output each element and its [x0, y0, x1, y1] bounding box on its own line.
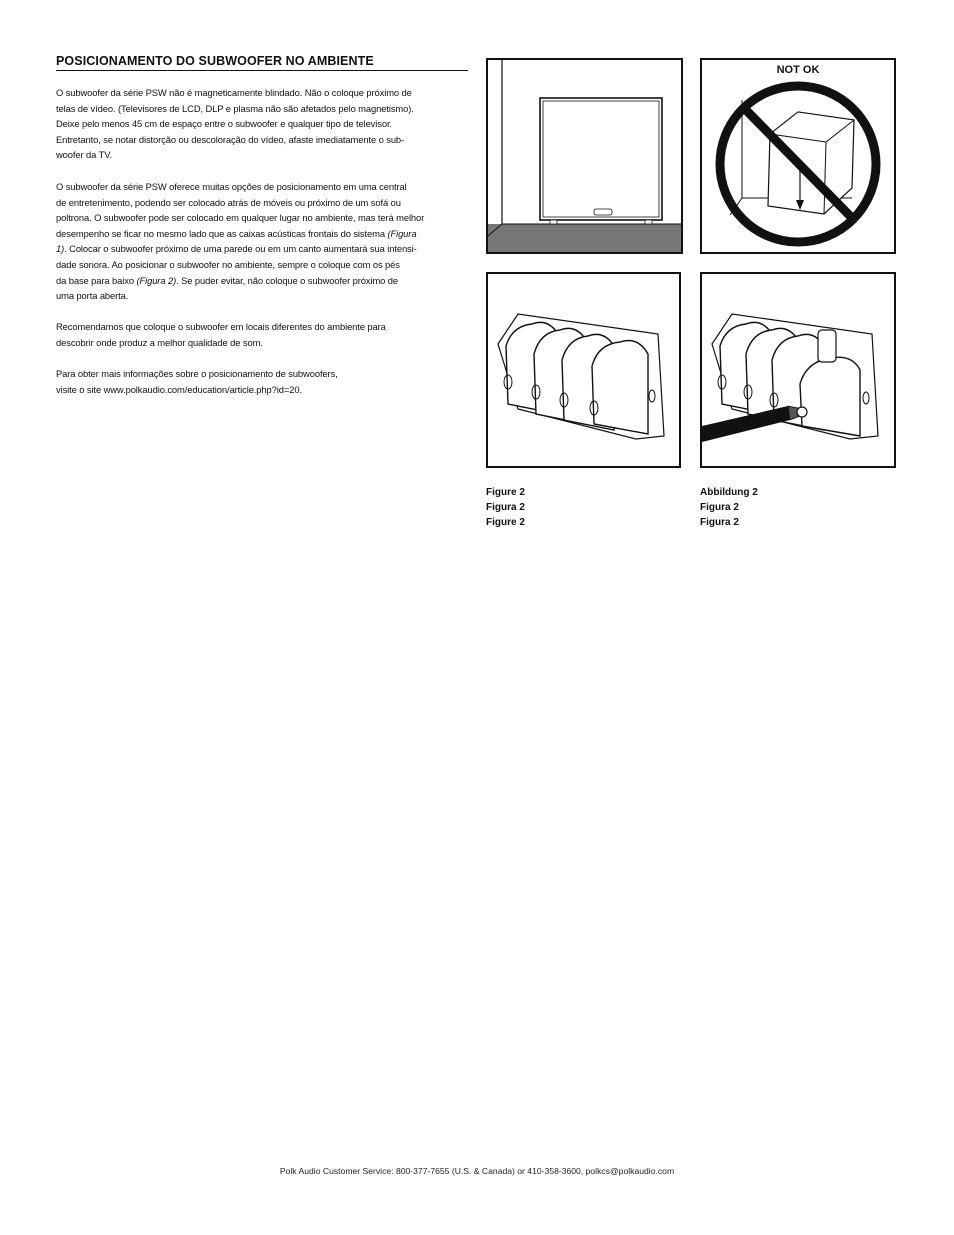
text-line: de entretenimento, podendo ser colocado atrás de móveis ou próximo de um sofá ou — [56, 196, 401, 208]
text-span: . Colocar o subwoofer próximo de uma parede ou em um canto aumentará sua intensi- — [64, 243, 417, 255]
caption-line: Abbildung 2 — [700, 487, 758, 498]
text-span: desempenho se ficar no mesmo lado que as caixas acústicas frontais do sistema — [56, 227, 388, 239]
text-line — [56, 241, 470, 257]
text-line — [56, 273, 470, 289]
paragraph-placement-options — [56, 179, 470, 304]
not-ok-illustration — [702, 60, 894, 252]
text-line: O subwoofer da série PSW não é magneticamente blindado. Não o coloque próximo de — [56, 87, 412, 98]
figure-reference: (Figura — [387, 227, 417, 239]
figure-reference: 1) — [56, 243, 65, 255]
figure-not-ok — [700, 58, 896, 254]
figure-caption-right — [700, 485, 758, 531]
paragraph-more-info — [56, 366, 470, 397]
section-heading: POSICIONAMENTO DO SUBWOOFER NO AMBIENTE — [56, 54, 468, 71]
text-line: dade sonora. Ao posicionar o subwoofer no ambiente, sempre o coloque com os pés — [56, 258, 400, 270]
caption-line: Figura 2 — [700, 502, 739, 514]
figure-subwoofer-in-room — [486, 58, 683, 254]
caption-line: Figure 2 — [486, 487, 525, 498]
text-line: Para obter mais informações sobre o posicionamento de subwoofers, — [56, 368, 338, 379]
text-line: uma porta aberta. — [56, 290, 129, 302]
caption-line: Figura 2 — [700, 517, 739, 529]
text-line: O subwoofer da série PSW oferece muitas opções de posicionamento em uma central — [56, 181, 407, 192]
base-feet-screwdriver-illustration — [702, 274, 894, 466]
text-line: visite o site www.polkaudio.com/education/article.php?id=20. — [56, 383, 302, 395]
text-line: poltrona. O subwoofer pode ser colocado em qualquer lugar no ambiente, mas terá melhor — [56, 212, 425, 224]
caption-line: Figure 2 — [486, 517, 525, 529]
paragraph-magnetic-shielding — [56, 85, 470, 163]
text-line: Recomendamos que coloque o subwoofer em locais diferentes do ambiente para — [56, 321, 386, 332]
text-line: descobrir onde produz a melhor qualidade de som. — [56, 336, 263, 348]
text-line: telas de vídeo. (Televisores de LCD, DLP e plasma não são afetados pelo magnetismo). — [56, 102, 414, 114]
text-span: . Se puder evitar, não coloque o subwoofer próximo de — [176, 274, 399, 286]
text-line: Entretanto, se notar distorção ou descoloração do vídeo, afaste imediatamente o sub- — [56, 133, 405, 145]
text-line: Deixe pelo menos 45 cm de espaço entre o subwoofer e qualquer tipo de televisor. — [56, 118, 392, 130]
paragraph-recommendation — [56, 319, 470, 350]
figure-caption-left — [486, 485, 525, 531]
text-line — [56, 226, 470, 242]
figure-base-feet-screwdriver — [700, 272, 896, 468]
figure-base-feet — [486, 272, 681, 468]
text-span: da base para baixo — [56, 274, 137, 286]
base-feet-illustration — [488, 274, 679, 466]
caption-line: Figura 2 — [486, 502, 525, 514]
subwoofer-room-illustration — [488, 60, 681, 252]
text-line: woofer da TV. — [56, 149, 113, 161]
not-ok-label: NOT OK — [776, 64, 820, 76]
customer-service-footer: Polk Audio Customer Service: 800-377-7655 (U.S. & Canada) or 410-358-3600, polkcs@polkaudio.com — [279, 1166, 675, 1176]
figure-reference: (Figura 2) — [136, 274, 177, 286]
